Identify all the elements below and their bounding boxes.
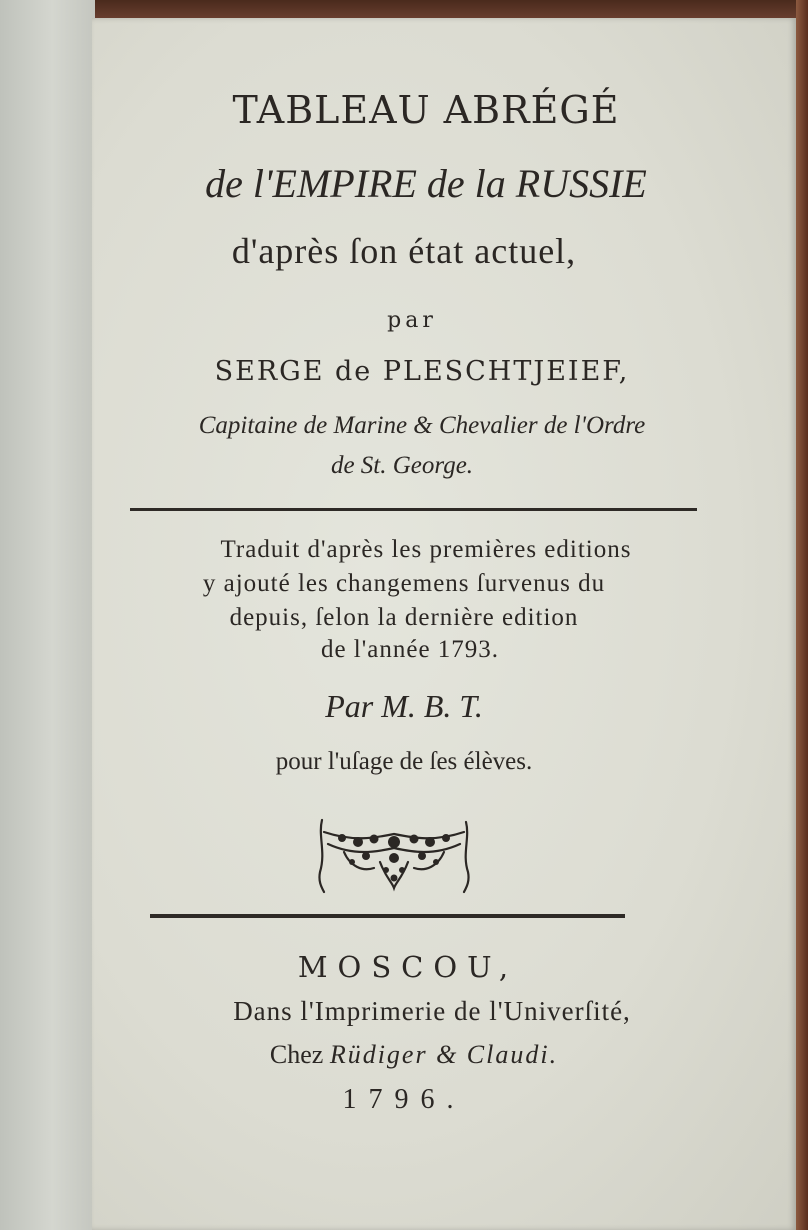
imprint-printer: Dans l'Imprimerie de l'Univerſité, [233, 996, 631, 1026]
translation-note-line1: Traduit d'après les premières editions [220, 536, 632, 563]
author-title-line2: de St. George. [330, 452, 474, 479]
publisher-prefix: Chez [269, 1040, 324, 1069]
usage-note: pour l'uſage de ſes élèves. [275, 748, 533, 775]
publisher-names: Rüdiger & Claudi. [329, 1040, 559, 1069]
translator-credit: Par M. B. T. [325, 688, 483, 724]
book-subtitle-line1: de l'EMPIRE de la RUSSIE [205, 161, 647, 206]
translation-note-line2: y ajouté les changemens ſurvenus du [202, 570, 606, 597]
divider-rule [130, 508, 697, 511]
book-subtitle-line2: d'après ſon état actuel, [231, 231, 577, 271]
floral-garland-ornament-icon [314, 812, 474, 894]
imprint-year: 1796. [342, 1084, 466, 1115]
author-name: SERGE de PLESCHTJEIEF, [214, 356, 630, 387]
imprint-publisher [10, 1040, 808, 1070]
imprint-city: MOSCOU, [297, 950, 519, 984]
translation-note-line3: depuis, ſelon la dernière edition [229, 604, 579, 631]
book-title: TABLEAU ABRÉGÉ [232, 88, 620, 132]
binding-top [95, 0, 808, 20]
divider-rule [150, 914, 625, 918]
translation-note-line4: de l'année 1793. [320, 636, 500, 663]
author-title-line1: Capitaine de Marine & Chevalier de l'Ordre [198, 412, 646, 439]
by-label: par [387, 308, 437, 333]
